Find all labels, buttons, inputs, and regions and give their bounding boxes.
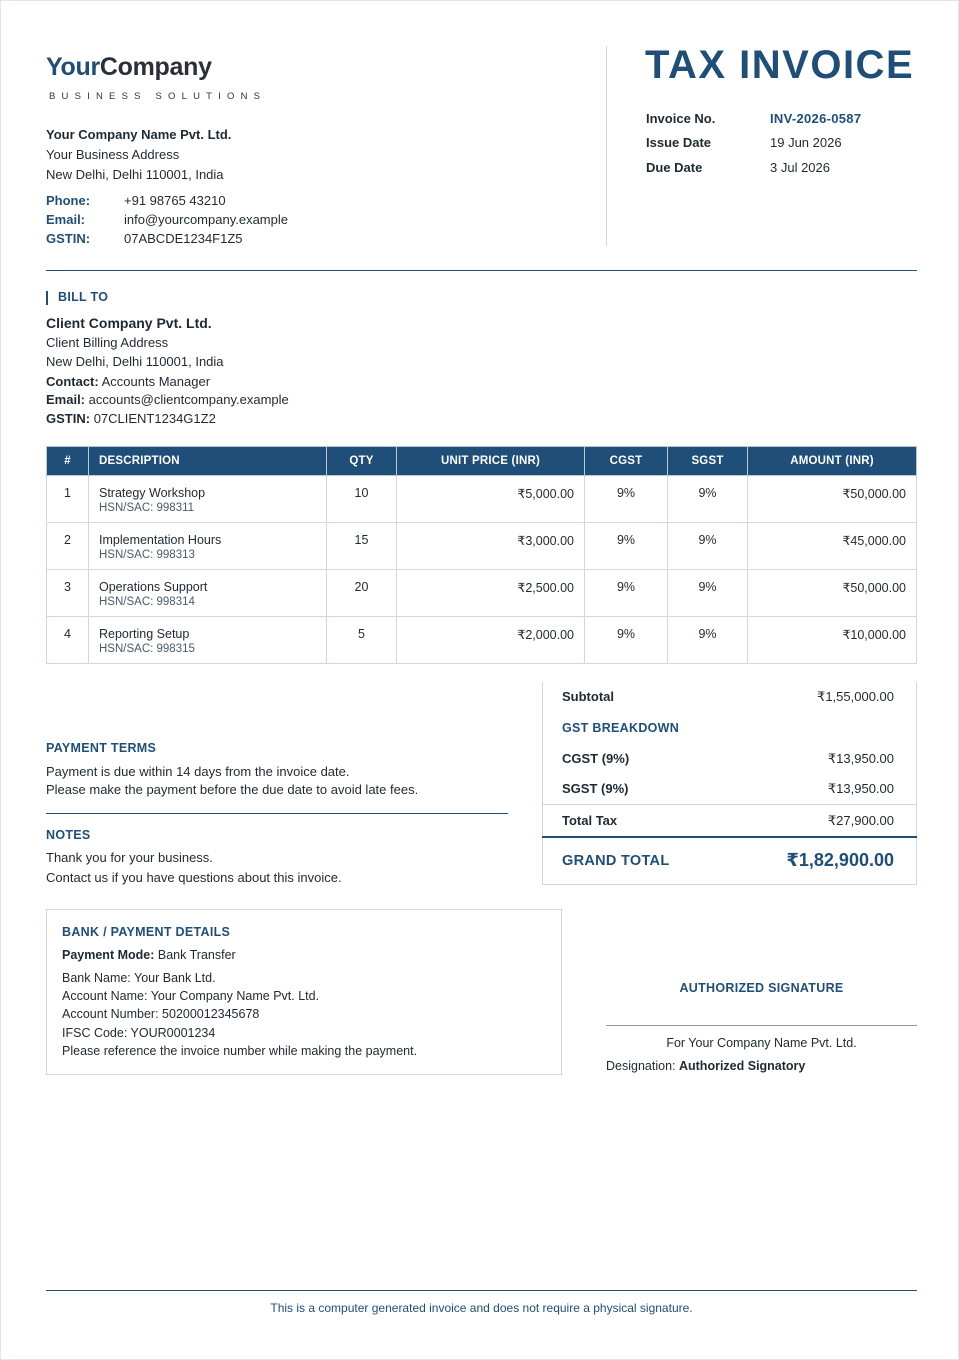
bill-to-heading: BILL TO: [46, 290, 108, 304]
notes-line2: Contact us if you have questions about this invoice.: [46, 870, 342, 885]
company-logo: [46, 53, 212, 82]
line-items-table: [46, 446, 917, 664]
row-qty: 15: [327, 523, 397, 570]
due-date: 3 Jul 2026: [770, 160, 830, 175]
client-email: [46, 392, 289, 407]
footer-rule: [46, 1290, 917, 1291]
signature-designation: [606, 1059, 805, 1073]
row-description: [89, 523, 327, 570]
row-qty: 20: [327, 570, 397, 617]
row-number: 1: [47, 476, 89, 523]
account-number: Account Number: 50200012345678: [62, 1007, 260, 1021]
account-name: Account Name: Your Company Name Pvt. Ltd.: [62, 989, 320, 1003]
table-row: [47, 570, 917, 617]
client-address-line1: Client Billing Address: [46, 335, 169, 350]
item-hsn: HSN/SAC: 998315: [99, 643, 195, 655]
row-number: 3: [47, 570, 89, 617]
item-hsn: HSN/SAC: 998311: [99, 502, 195, 514]
invoice-number: INV-2026-0587: [770, 111, 862, 126]
company-tagline: BUSINESS SOLUTIONS: [49, 91, 267, 102]
table-row: [47, 523, 917, 570]
table-row: [47, 476, 917, 523]
company-phone-label: Phone:: [46, 193, 91, 208]
notes-line1: Thank you for your business.: [46, 850, 213, 865]
client-contact-value: Accounts Manager: [101, 374, 211, 389]
item-name: Strategy Workshop: [99, 486, 206, 500]
company-address-line1: Your Business Address: [46, 147, 180, 162]
company-name: Your Company Name Pvt. Ltd.: [46, 127, 232, 142]
invoice-title: TAX INVOICE: [645, 43, 915, 87]
subtotal-label: Subtotal: [562, 689, 614, 704]
payment-mode: [62, 948, 236, 962]
sgst-value: ₹13,950.00: [827, 781, 894, 796]
company-gstin: 07ABCDE1234F1Z5: [124, 231, 243, 246]
total-tax-label: Total Tax: [562, 813, 618, 828]
grand-total-value: ₹1,82,900.00: [786, 850, 894, 870]
client-email-label: Email:: [46, 392, 86, 407]
client-gstin-label: GSTIN:: [46, 411, 91, 426]
col-header-number: #: [47, 447, 89, 476]
row-description: [89, 570, 327, 617]
company-address-line2: New Delhi, Delhi 110001, India: [46, 167, 224, 182]
col-header-amount: AMOUNT (INR): [748, 447, 917, 476]
row-amount: ₹50,000.00: [748, 570, 917, 617]
row-cgst: 9%: [585, 523, 668, 570]
invoice-number-label: Invoice No.: [646, 111, 716, 126]
totals-divider: [542, 804, 917, 805]
row-cgst: 9%: [585, 476, 668, 523]
row-amount: ₹10,000.00: [748, 617, 917, 664]
row-sgst: 9%: [668, 570, 748, 617]
signature-heading: AUTHORIZED SIGNATURE: [679, 981, 844, 995]
logo-part-your: Your: [46, 53, 100, 81]
row-sgst: 9%: [668, 523, 748, 570]
row-unit-price: ₹2,000.00: [397, 617, 585, 664]
client-name: Client Company Pvt. Ltd.: [46, 315, 212, 331]
designation-value: Authorized Signatory: [678, 1059, 806, 1073]
item-name: Reporting Setup: [99, 627, 190, 641]
client-gstin-value: 07CLIENT1234G1Z2: [93, 411, 216, 426]
row-sgst: 9%: [668, 476, 748, 523]
col-header-qty: QTY: [327, 447, 397, 476]
row-cgst: 9%: [585, 617, 668, 664]
row-amount: ₹45,000.00: [748, 523, 917, 570]
client-contact-label: Contact:: [46, 374, 99, 389]
payment-terms-heading: PAYMENT TERMS: [46, 741, 157, 755]
ifsc-code: IFSC Code: YOUR0001234: [62, 1026, 216, 1040]
client-email-value: accounts@clientcompany.example: [88, 392, 289, 407]
signature-for-line: For Your Company Name Pvt. Ltd.: [666, 1036, 857, 1050]
sgst-label: SGST (9%): [562, 781, 629, 796]
row-qty: 10: [327, 476, 397, 523]
cgst-label: CGST (9%): [562, 751, 630, 766]
client-gstin: [46, 411, 216, 426]
item-name: Operations Support: [99, 580, 208, 594]
subtotal-value: ₹1,55,000.00: [817, 689, 894, 704]
total-tax-value: ₹27,900.00: [827, 813, 894, 828]
table-header-row: [47, 447, 917, 476]
signature-line: [606, 1025, 917, 1026]
row-number: 4: [47, 617, 89, 664]
company-email-label: Email:: [46, 212, 86, 227]
payment-mode-label: Payment Mode:: [62, 948, 155, 962]
payment-mode-value: Bank Transfer: [157, 948, 236, 962]
designation-label: Designation:: [606, 1059, 676, 1073]
row-unit-price: ₹3,000.00: [397, 523, 585, 570]
item-hsn: HSN/SAC: 998313: [99, 549, 195, 561]
row-amount: ₹50,000.00: [748, 476, 917, 523]
row-description: [89, 617, 327, 664]
terms-notes-divider: [46, 813, 508, 814]
row-unit-price: ₹2,500.00: [397, 570, 585, 617]
grand-total-divider: [542, 836, 917, 838]
client-contact: [46, 374, 210, 389]
cgst-value: ₹13,950.00: [827, 751, 894, 766]
row-description: [89, 476, 327, 523]
footer-note: This is a computer generated invoice and does not require a physical signature.: [270, 1301, 693, 1315]
logo-part-company: Company: [99, 53, 212, 81]
col-header-sgst: SGST: [668, 447, 748, 476]
due-date-label: Due Date: [646, 160, 703, 175]
row-unit-price: ₹5,000.00: [397, 476, 585, 523]
payment-terms-line2: Please make the payment before the due date to avoid late fees.: [46, 782, 419, 797]
col-header-cgst: CGST: [585, 447, 668, 476]
company-email: info@yourcompany.example: [124, 212, 288, 227]
header-rule: [46, 270, 917, 271]
table-row: [47, 617, 917, 664]
col-header-unit-price: UNIT PRICE (INR): [397, 447, 585, 476]
bank-reference-note: Please reference the invoice number while making the payment.: [62, 1044, 418, 1058]
company-phone: +91 98765 43210: [124, 193, 226, 208]
header-divider: [606, 46, 607, 246]
col-header-description: DESCRIPTION: [89, 447, 327, 476]
company-gstin-label: GSTIN:: [46, 231, 91, 246]
gst-breakdown-heading: GST BREAKDOWN: [562, 721, 680, 735]
payment-terms-line1: Payment is due within 14 days from the invoice date.: [46, 764, 350, 779]
row-number: 2: [47, 523, 89, 570]
row-cgst: 9%: [585, 570, 668, 617]
bank-name: Bank Name: Your Bank Ltd.: [62, 971, 216, 985]
row-sgst: 9%: [668, 617, 748, 664]
client-address-line2: New Delhi, Delhi 110001, India: [46, 354, 224, 369]
row-qty: 5: [327, 617, 397, 664]
issue-date-label: Issue Date: [646, 135, 712, 150]
grand-total-label: GRAND TOTAL: [562, 853, 670, 869]
bank-details-heading: BANK / PAYMENT DETAILS: [62, 925, 231, 939]
notes-heading: NOTES: [46, 828, 91, 842]
issue-date: 19 Jun 2026: [770, 135, 842, 150]
item-name: Implementation Hours: [99, 533, 222, 547]
item-hsn: HSN/SAC: 998314: [99, 596, 195, 608]
